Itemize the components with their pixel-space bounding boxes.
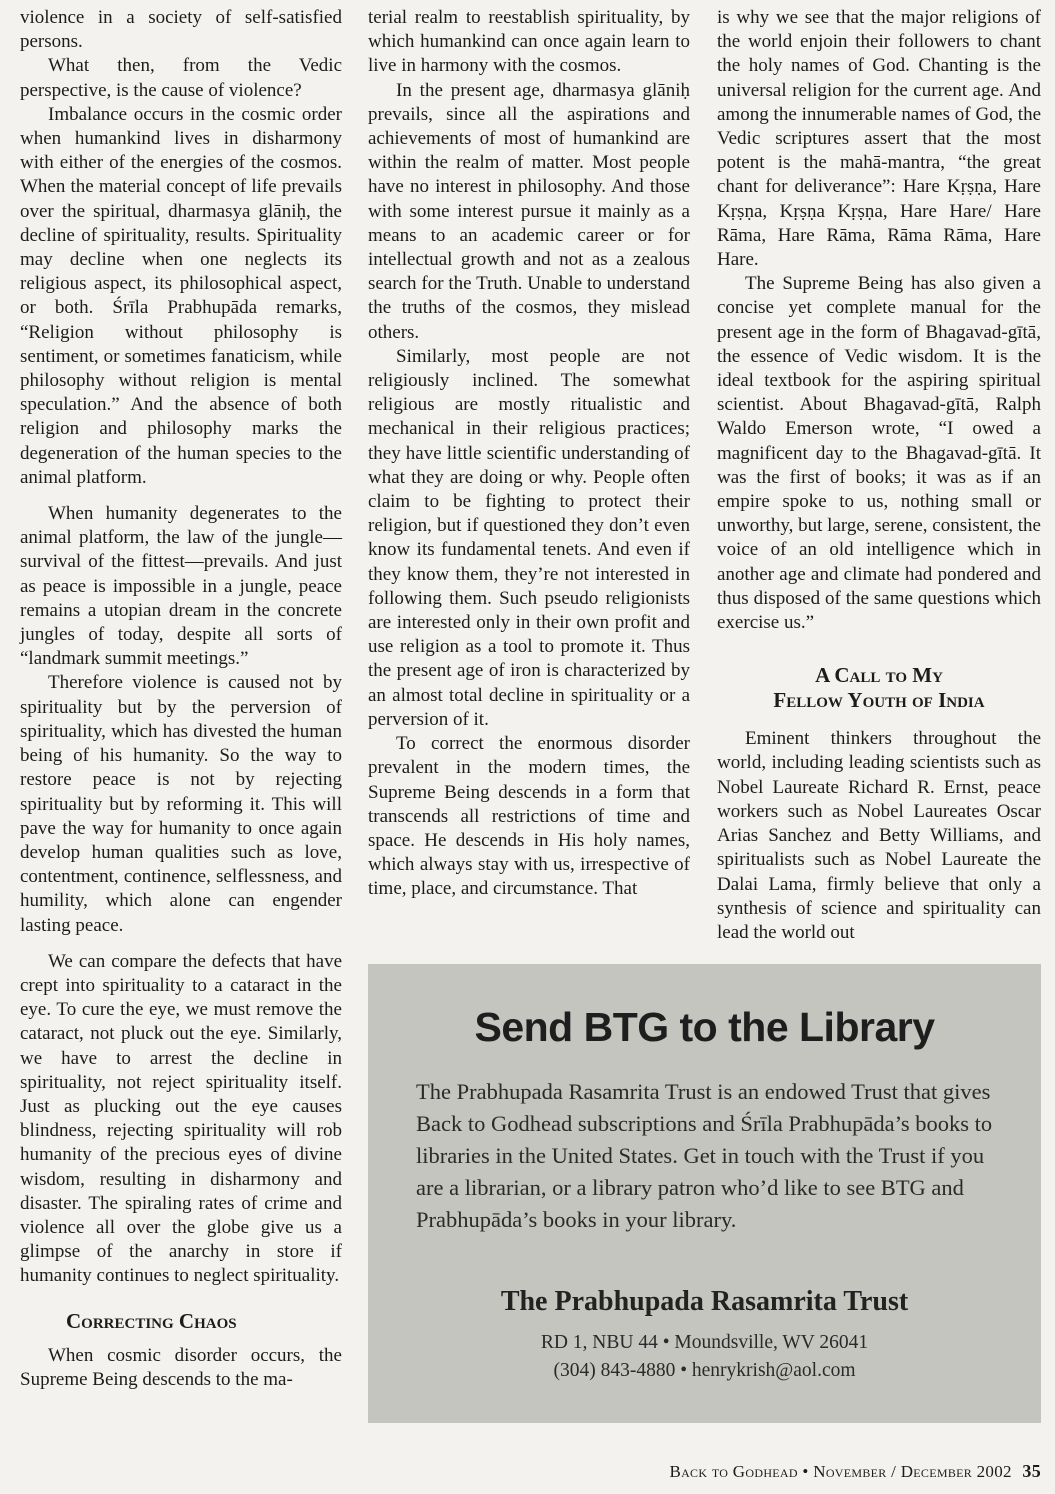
ad-body: The Prabhupada Rasamrita Trust is an endowed Trust that gives Back to Godhead subscriptions and Śrīla Prabhupāda’s books to libraries in the United States. Get in touch with the Trust if you are a librarian, or a library patron who’d like to see BTG and Prabhupāda’s books in your library. <box>416 1079 993 1232</box>
paragraph: The Supreme Being has also given a concise yet complete manual for the present age in the form of Bhagavad-gītā, the essence of Vedic wisdom. It is the ideal textbook for the aspiring spiritual scientist. About Bhagavad-gītā, Ralph Waldo Emerson wrote, “I owed a magnificent day to the Bhagavad-gītā. It was the first of books; it was as if an empire spoke to us, nothing small or unworthy, but large, serene, consistent, the voice of an old intelligence which in another age and climate had pondered and thus disposed of the same questions which exercise us.” <box>717 273 1041 634</box>
ad-address: RD 1, NBU 44 • Moundsville, WV 26041 <box>540 1332 869 1353</box>
footer-issue: November / December 2002 <box>813 1462 1012 1481</box>
page-number: 35 <box>1022 1461 1041 1481</box>
paragraph: Similarly, most people are not religiously inclined. The somewhat religious are mostly ritualistic and mechanical in their religious practices; they have little scientific understanding of what they are doing or why. People often claim to be fighting to protect their religion, but if questioned they don’t even know its fundamental tenets. And even if they know them, they’re not interested in following them. Such pseudo religionists are interested only in their own profit and use religion as a tool to promote it. Thus the present age of iron is characterized by an almost total decline in spirituality or a perversion of it. <box>368 345 690 730</box>
section-heading: Correcting Chaos <box>66 1308 237 1333</box>
paragraph: violence in a society of self-satisfied persons. <box>20 7 342 53</box>
paragraph: We can compare the defects that have crept into spirituality to a cataract in the eye. To cure the eye, we must remove the cataract, not pluck out the eye. Similarly, we have to arrest the decline in spirituality, not reject spirituality itself. Just as plucking out the eye causes blindness, rejecting spirituality will rob humanity of the precious eyes of divine wisdom, resulting in disharmony and disaster. The spiraling rates of crime and violence all over the globe give us a glimpse of the anarchy in store if humanity continues to neglect spirituality. <box>20 950 342 1287</box>
footer-publication: Back to Godhead <box>669 1462 798 1481</box>
ad-title: Send BTG to the Library <box>474 1004 935 1050</box>
ad-contact: (304) 843-4880 • henrykrish@aol.com <box>553 1360 856 1381</box>
section-heading-line: Fellow Youth of India <box>773 688 985 713</box>
paragraph: Therefore violence is caused not by spirituality but by the perversion of spirituality, which has divested the human being of his humanity. So the way to restore peace is not by rejecting spirituality but by reforming it. This will pave the way for humanity to once again develop human qualities such as love, contentment, continence, selflessness, and humility, which alone can engender lasting peace. <box>20 672 342 936</box>
paragraph: When humanity degenerates to the animal platform, the law of the jungle—survival of the fittest—prevails. And just as peace is impossible in a jungle, peace remains a utopian dream in the concrete jungles of today, despite all sorts of “landmark summit meetings.” <box>20 503 342 670</box>
page-footer <box>669 1461 1041 1482</box>
article-column-1 <box>20 6 342 1392</box>
paragraph: To correct the enormous disorder prevalent in the modern times, the Supreme Being descends in a form that transcends all restrictions of time and space. He descends in His holy names, which always stay with us, irrespective of time, place, and circumstance. That <box>368 733 690 900</box>
paragraph: Imbalance occurs in the cosmic order when humankind lives in disharmony with either of the energies of the cosmos. When the material concept of life prevails over the spiritual, dharmasya glāniḥ, the decline of spirituality, results. Spirituality may decline when one neglects its religious aspect, its philosophical aspect, or both. Śrīla Prabhupāda remarks, “Religion without philosophy is sentiment, or sometimes fanaticism, while philosophy without religion is mental speculation.” And the absence of both religion and philosophy marks the degeneration of the human species to the animal platform. <box>20 103 342 488</box>
article-column-3 <box>717 6 1041 945</box>
section-heading-line: A Call to My <box>815 663 943 688</box>
footer-separator: • <box>802 1462 809 1481</box>
paragraph: Eminent thinkers throughout the world, including leading scientists such as Nobel Laureate Richard R. Ernst, peace workers such as Nobel Laureates Oscar Arias Sanchez and Betty Williams, and spiritualists such as Nobel Laureate the Dalai Lama, firmly believe that only a synthesis of science and spirituality can lead the world out <box>717 728 1041 943</box>
paragraph: is why we see that the major religions of the world enjoin their followers to chant the holy names of God. Chanting is the universal religion for the current age. And among the innumerable names of God, the Vedic scriptures assert that the most potent is the mahā-mantra, “the great chant for deliverance”: Hare Kṛṣṇa, Hare Kṛṣṇa, Kṛṣṇa Kṛṣṇa, Hare Hare/ Hare Rāma, Hare Rāma, Rāma Rāma, Hare Hare. <box>717 7 1041 271</box>
paragraph: What then, from the Vedic perspective, is the cause of violence? <box>20 55 342 101</box>
ad-trust-name: The Prabhupada Rasamrita Trust <box>500 1286 909 1317</box>
paragraph: terial realm to reestablish spirituality, by which humankind can once again learn to live in harmony with the cosmos. <box>368 7 690 77</box>
article-column-2 <box>368 6 690 902</box>
paragraph: In the present age, dharmasya glāniḥ prevails, since all the aspirations and achievements of most of humankind are within the realm of matter. Most people have no interest in philosophy. And those with some interest pursue it mainly as a means to an academic career or for intellectual growth and not as a zealous search for the Truth. Unable to understand the truths of the cosmos, they mislead others. <box>368 79 690 343</box>
paragraph: When cosmic disorder occurs, the Supreme Being descends to the ma- <box>20 1344 342 1390</box>
library-ad-box <box>368 964 1041 1423</box>
section-heading <box>717 663 1041 713</box>
